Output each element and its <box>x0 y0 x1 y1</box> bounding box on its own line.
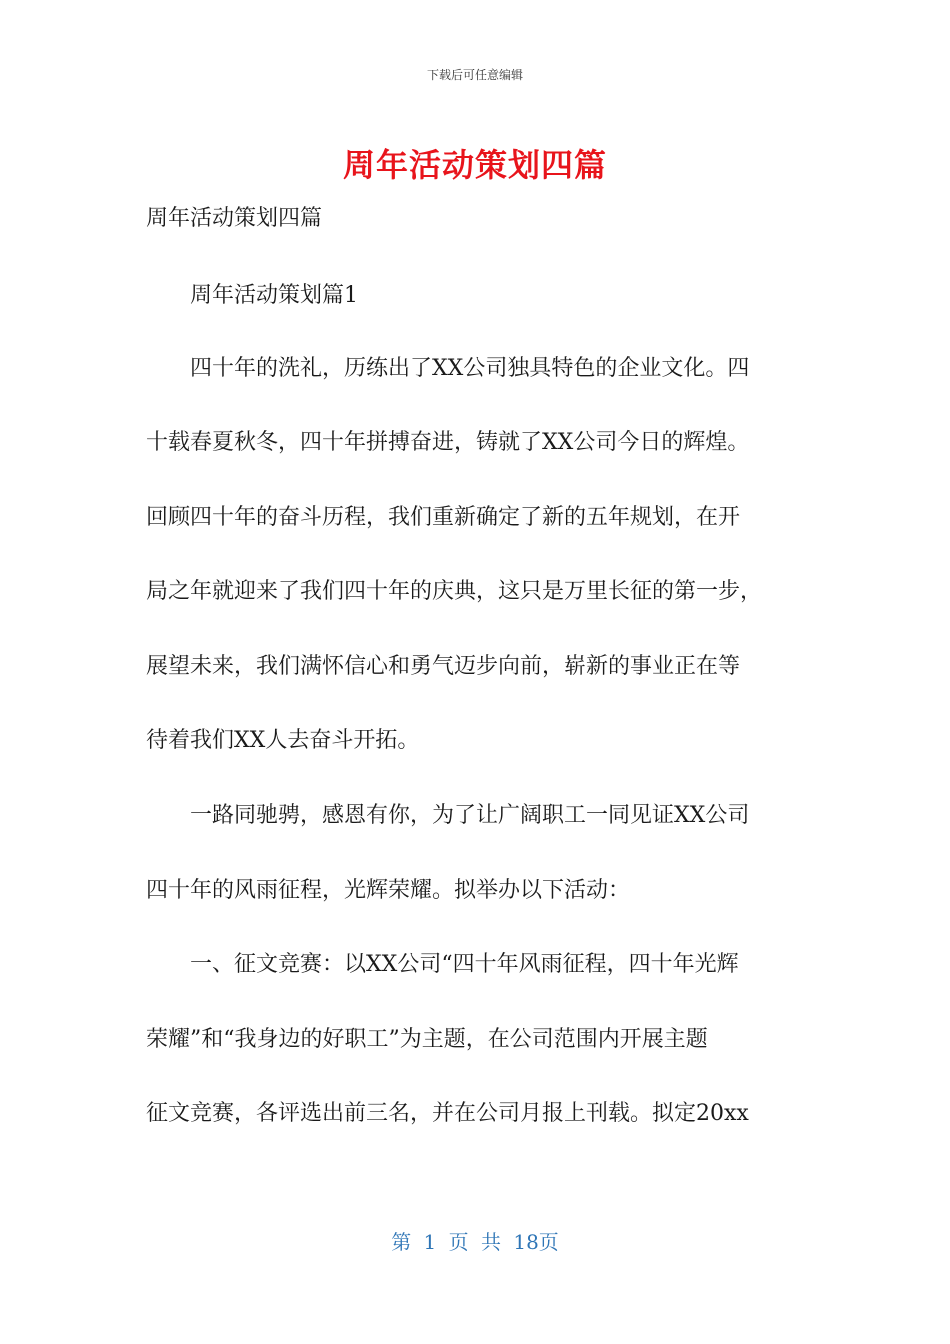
body-line: 回顾四十年的奋斗历程，我们重新确定了新的五年规划，在开 <box>146 505 741 530</box>
body-line: 局之年就迎来了我们四十年的庆典，这只是万里长征的第一步， <box>146 579 763 604</box>
body-line: 一、征文竞赛：以XX公司“四十年风雨征程，四十年光辉 <box>146 952 739 977</box>
body-line: 周年活动策划四篇 <box>146 206 323 231</box>
body-line: 待着我们XX人去奋斗开拓。 <box>146 728 420 753</box>
body-line: 十载春夏秋冬，四十年拼搏奋进，铸就了XX公司今日的辉煌。 <box>146 430 750 455</box>
body-line: 周年活动策划篇1 <box>146 283 358 308</box>
body-line: 四十年的风雨征程，光辉荣耀。拟举办以下活动： <box>146 878 631 903</box>
page-footer: 第 1 页 共 18页 <box>391 1230 559 1254</box>
body-line: 征文竞赛，各评选出前三名，并在公司月报上刊载。拟定20xx <box>146 1101 749 1126</box>
body-line: 展望未来，我们满怀信心和勇气迈步向前，崭新的事业正在等 <box>146 654 741 679</box>
document-title: 周年活动策划四篇 <box>342 146 607 184</box>
body-line: 四十年的洗礼，历练出了XX公司独具特色的企业文化。四 <box>146 356 750 381</box>
body-line: 一路同驰骋，感恩有你，为了让广阔职工一同见证XX公司 <box>146 803 750 828</box>
body-line: 荣耀”和“我身边的好职工”为主题，在公司范围内开展主题 <box>146 1027 708 1052</box>
page-header: 下载后可任意编辑 <box>426 68 523 82</box>
